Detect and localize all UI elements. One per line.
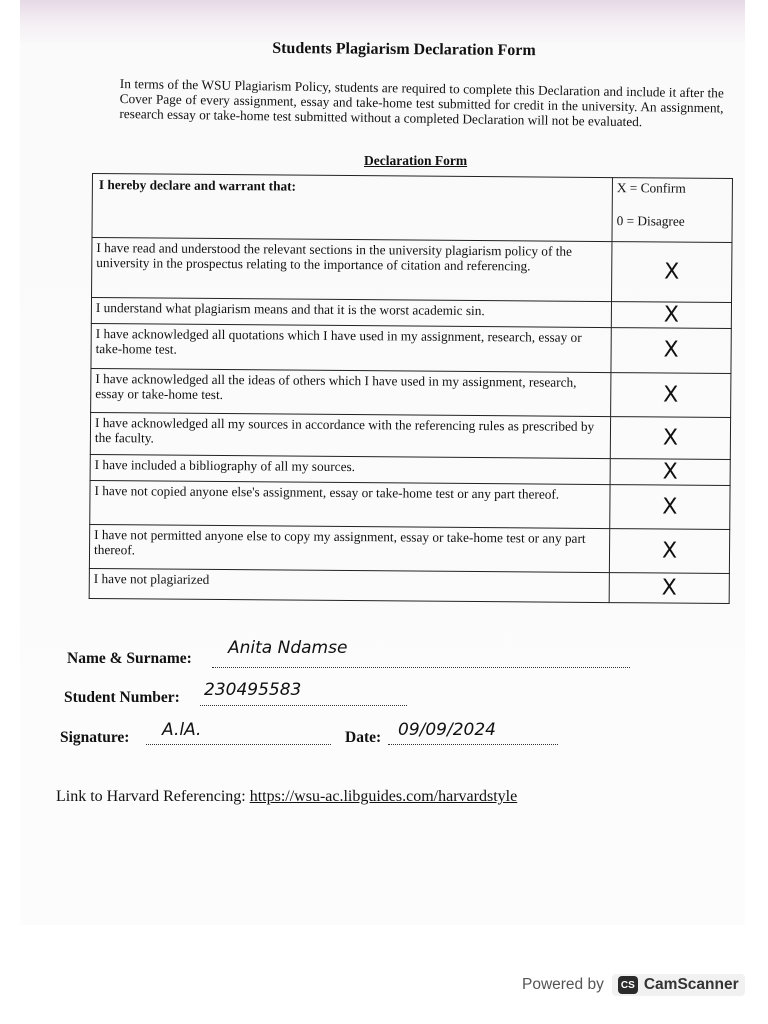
handwritten-x-mark: X — [661, 537, 678, 564]
student-number-value[interactable]: 230495583 — [204, 680, 302, 700]
name-dotted-line — [212, 666, 630, 668]
statement-text: I have read and understood the relevant sections in the university plagiarism policy of the university in the prospectus relating to the importance of citation and referencing. — [92, 238, 612, 302]
signature-label: Signature: — [60, 729, 130, 746]
student-number-label: Student Number: — [64, 689, 180, 706]
powered-by-text: Powered by — [522, 976, 604, 993]
statement-text: I have acknowledged all the ideas of others which I have used in my assignment, research, essay or take-home test. — [91, 368, 611, 416]
harvard-link-label: Link to Harvard Referencing: — [56, 788, 246, 805]
legend-confirm: X = Confirm — [616, 180, 686, 196]
camscanner-brand: CamScanner — [643, 976, 739, 993]
statement-text: I have acknowledged all my sources in accordance with the referencing rules as prescribed by the faculty. — [90, 412, 610, 458]
signature-value[interactable]: A.lA. — [162, 720, 202, 740]
handwritten-x-mark: X — [662, 458, 678, 485]
statement-text: I have acknowledged all quotations which I have used in my assignment, research, essay or take-home test. — [91, 323, 611, 372]
camscanner-logo-icon: CS — [618, 976, 638, 994]
student-number-dotted-line — [200, 704, 407, 706]
handwritten-x-mark: X — [661, 574, 677, 601]
harvard-link-url[interactable]: https://wsu-ac.libguides.com/harvardstyle — [249, 788, 518, 805]
camscanner-badge — [612, 974, 745, 996]
handwritten-x-mark: X — [662, 424, 679, 451]
intro-paragraph: In terms of the WSU Plagiarism Policy, students are required to complete this Declaration and include it after the Cover Page of every assignment, essay and take-home test submitted for credit in the university. An assignment, research essay or take-home test submitted without a completed Declaration will not be evaluated. — [119, 76, 724, 130]
handwritten-x-mark: X — [662, 493, 678, 520]
legend-disagree: 0 = Disagree — [616, 213, 685, 229]
signature-dotted-line — [146, 743, 331, 745]
statement-text: I have not copied anyone else's assignment, essay or take-home test or any part thereof. — [90, 480, 610, 528]
date-dotted-line — [388, 743, 558, 745]
handwritten-x-mark: X — [663, 301, 680, 328]
statement-text: I understand what plagiarism means and that it is the worst academic sin. — [91, 298, 611, 328]
harvard-link-line — [56, 788, 517, 806]
date-value[interactable]: 09/09/2024 — [398, 720, 496, 740]
name-label: Name & Surname: — [67, 650, 192, 667]
statement-text: I have not permitted anyone else to copy my assignment, essay or take-home test or any part thereof. — [89, 524, 609, 572]
camscanner-watermark — [522, 972, 745, 998]
handwritten-x-mark: X — [663, 381, 679, 408]
form-heading: Students Plagiarism Declaration Form — [272, 39, 536, 60]
table-header: I hereby declare and warrant that: — [92, 174, 612, 242]
statement-text: I have not plagiarized — [89, 568, 609, 602]
handwritten-x-mark: X — [663, 337, 679, 363]
name-value[interactable]: Anita Ndamse — [228, 638, 348, 658]
date-label: Date: — [345, 729, 382, 746]
declaration-form-title: Declaration Form — [364, 153, 468, 168]
statement-text: I have included a bibliography of all my sources. — [90, 454, 610, 484]
handwritten-x-mark: X — [664, 258, 680, 285]
